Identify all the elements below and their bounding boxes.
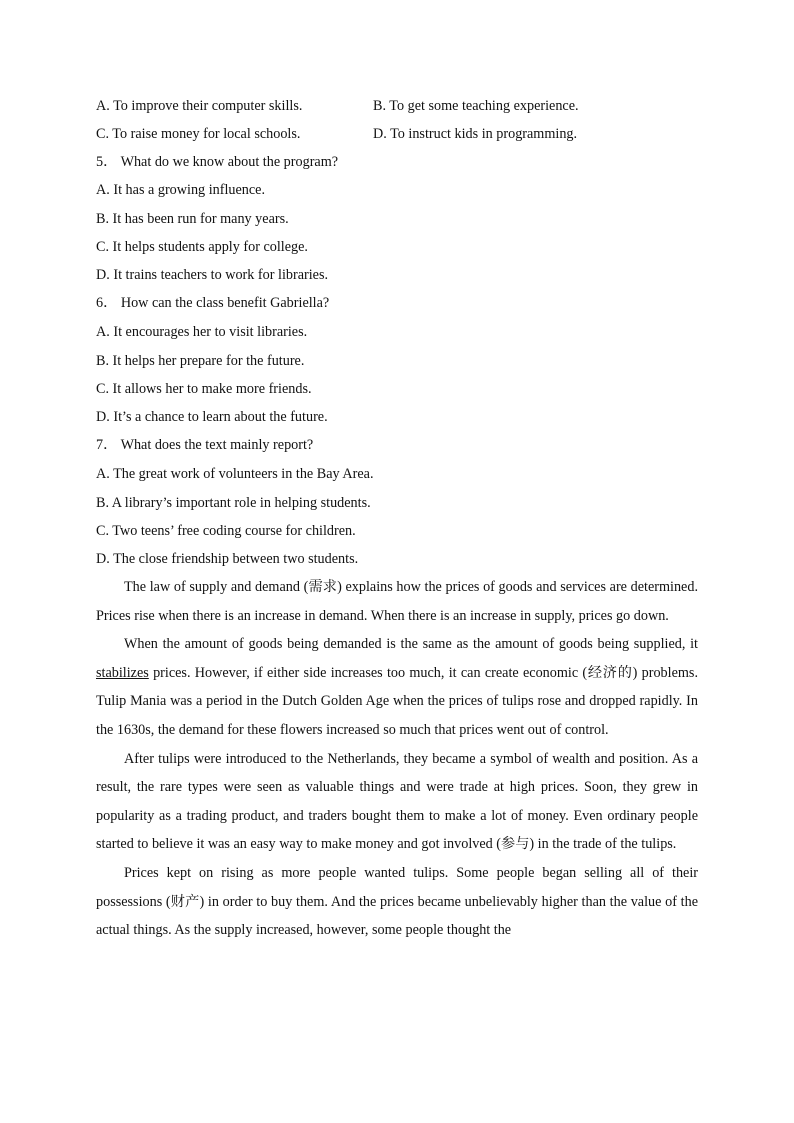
passage-paragraph-1: The law of supply and demand (需求) explains how the prices of goods and services are determined. Prices rise when there is an increase in demand. When there is an increase in supply, prices go down. [96,579,698,624]
question-7-stem: 7． What does the text mainly report? [96,437,314,453]
option-a: A. To improve their computer skills. [96,97,303,114]
q5-option-b: B. It has been run for many years. [96,211,289,227]
passage-paragraph-2 [96,630,698,744]
passage-paragraph-3: After tulips were introduced to the Netherlands, they became a symbol of wealth and position. As a result, the rare types were seen as valuable things and were trade at high prices. Soon, they grew in popularity as a trading product, and traders bought them to make a lot of money. Even ordinary people started to believe it was an easy way to make money and got involved (参与) in the trade of the tulips. [96,750,698,853]
paragraph-2-text-after: prices. However, if either side increases too much, it can create economic (经济的) problems. Tulip Mania was a period in the Dutch Golden Age when the prices of tulips rose and dropped rapidly. In the 1630s, the demand for these flowers increased so much that prices went out of control. [96,664,698,738]
q7-option-b: B. A library’s important role in helping students. [96,495,371,511]
question-5-stem: 5． What do we know about the program? [96,154,339,170]
q6-option-b: B. It helps her prepare for the future. [96,353,305,369]
option-d: D. To instruct kids in programming. [373,125,578,142]
q7-option-c: C. Two teens’ free coding course for children. [96,523,356,539]
q7-option-a: A. The great work of volunteers in the Bay Area. [96,466,374,482]
q6-option-c: C. It allows her to make more friends. [96,381,312,397]
q6-option-a: A. It encourages her to visit libraries. [96,324,308,340]
q7-option-d: D. The close friendship between two students. [96,551,359,567]
option-row [96,92,698,120]
q5-option-a: A. It has a growing influence. [96,182,266,198]
option-b: B. To get some teaching experience. [373,97,579,114]
question-6-stem: 6． How can the class benefit Gabriella? [96,295,330,311]
underlined-word: stabilizes [96,664,149,681]
q6-option-d: D. It’s a chance to learn about the future. [96,409,328,425]
option-row [96,120,698,148]
option-c: C. To raise money for local schools. [96,125,301,142]
q5-option-d: D. It trains teachers to work for libraries. [96,267,329,283]
passage-paragraph-4: Prices kept on rising as more people wanted tulips. Some people began selling all of their possessions (财产) in order to buy them. And the prices became unbelievably higher than the value of the actual things. As the supply increased, however, some people thought the [96,864,698,939]
document-page [96,92,698,945]
paragraph-2-text-before: When the amount of goods being demanded is the same as the amount of goods being supplied, it [124,636,698,653]
q5-option-c: C. It helps students apply for college. [96,239,308,255]
